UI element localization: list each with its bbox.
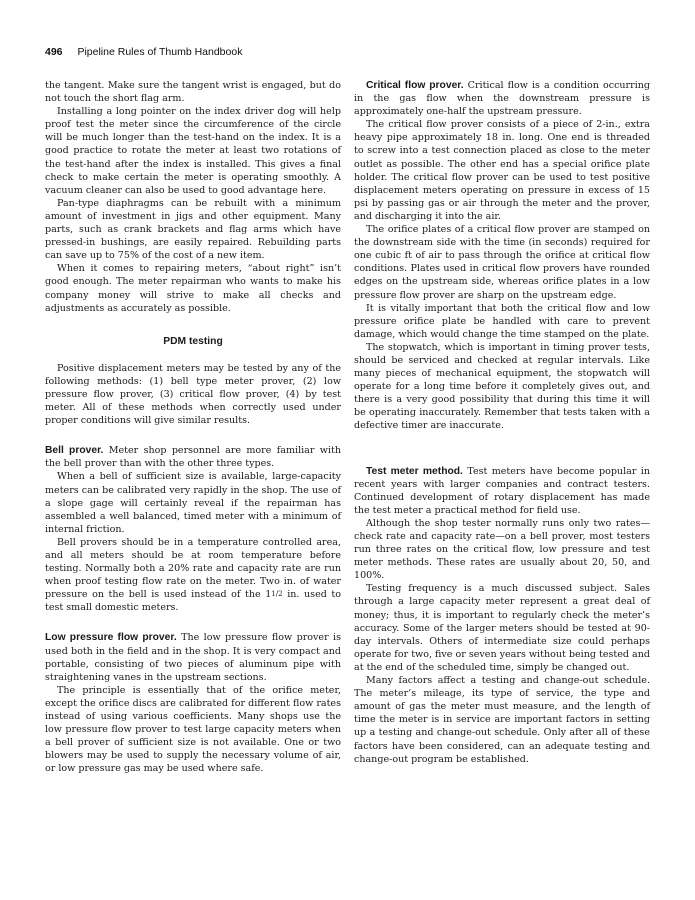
test-meter-paragraph: Test meter method. Test meters have become popular in recent years with larger companies and contract testers. Continued development of rotary displacement has made the test meter a practical method for field use. <box>354 465 650 516</box>
bell-prover-paragraph: Bell prover. Meter shop personnel are more familiar with the bell prover than with the other three types. <box>45 445 341 470</box>
paragraph: Although the shop tester normally runs only two rates—check rate and capacity rate—on a bell prover, most testers run three rates on the critical flow, low pressure and test meter methods. These rates are usually about 20, 50, and 100%. <box>354 517 650 582</box>
critical-flow-paragraph: Critical flow prover. Critical flow is a condition occurring in the gas flow when the downstream pressure is approximately one-half the upstream pressure. <box>354 80 651 118</box>
fraction-half: 1/2 <box>271 590 283 599</box>
paragraph: Testing frequency is a much discussed subject. Sales through a large capacity meter represent a great deal of money; thus, it is important to regularly check the meter’s accuracy. Some of the larger meters should be tested at 90-day intervals. Others of intermediate size could perhaps operate for two, five or seven years without being tested and at the end of the scheduled time, simply be changed out. <box>354 583 650 673</box>
paragraph: The orifice plates of a critical flow prover are stamped on the downstream side with the time (in seconds) required for one cubic ft of air to pass through the orifice at critical flow conditions. Plates used in critical flow provers have rounded edges on the upstream side, whereas orifice plates in a low pressure flow prover are sharp on the upstream edge. <box>354 224 650 301</box>
right-column <box>354 79 650 766</box>
paragraph: The principle is essentially that of the orifice meter, except the orifice discs are calibrated for different flow rates instead of using various coefficients. Many shops use the low pressure flow prover to test large capacity meters when a bell prover of sufficient size is not available. One or two blowers may be used to supply the necessary volume of air, or low pressure gas may be used where safe. <box>45 684 341 775</box>
run-in-heading-bell-prover: Bell prover. <box>45 445 104 457</box>
paragraph: Many factors affect a testing and change-out schedule. The meter’s mileage, its type of service, the type and amount of gas the meter must measure, and the length of time the meter is in service are important factors in setting up a testing and change-out schedule. Only after all of these factors have been considered, can an adequate testing and change-out program be established. <box>354 675 650 765</box>
running-title: Pipeline Rules of Thumb Handbook <box>77 46 243 58</box>
paragraph: the tangent. Make sure the tangent wrist is engaged, but do not touch the short flag arm. <box>45 80 341 105</box>
page-number: 496 <box>45 46 63 58</box>
section-heading-pdm-testing: PDM testing <box>163 335 223 347</box>
paragraph: Bell provers should be in a temperature controlled area, and all meters should be at room temperature before testing. Normally both a 20% rate and capacity rate are run when proof testing flow rate on the meter. Two in. of water pressure on the bell is used instead of the 11/2 in. used to test small domestic meters. <box>45 536 342 614</box>
paragraph: Positive displacement meters may be tested by any of the following methods: (1) bell type meter prover, (2) low pressure flow prover, (3) critical flow prover, (4) by test meter. All of these methods when correctly used under proper conditions will give similar results. <box>45 362 341 427</box>
run-in-heading-test-meter: Test meter method. <box>366 465 463 477</box>
low-pressure-paragraph: Low pressure flow prover. The low pressure flow prover is used both in the field and in the shop. It is very compact and portable, consisting of two pieces of aluminum pipe with straightening vanes in the upstream sections. <box>45 632 341 683</box>
paragraph: When a bell of sufficient size is available, large-capacity meters can be calibrated very rapidly in the shop. The use of a slope gage will certainly reveal if the repairman has assembled a well balanced, timed meter with a minimum of internal friction. <box>45 471 341 535</box>
paragraph: When it comes to repairing meters, “about right” isn’t good enough. The meter repairman who wants to make his company money will strive to make all checks and adjustments as accurately as possible. <box>45 263 341 314</box>
paragraph: The stopwatch, which is important in timing prover tests, should be serviced and checked at regular intervals. Like many pieces of mechanical equipment, the stopwatch will operate for a long time before it completely gives out, and there is a very good possibility that during this time it will be operating inaccurately. Remember that tests taken with a defective timer are inaccurate. <box>354 341 650 432</box>
running-header <box>45 46 242 58</box>
run-in-heading-critical-flow: Critical flow prover. <box>366 80 464 91</box>
paragraph: Pan-type diaphragms can be rebuilt with a minimum amount of investment in jigs and other equipment. Many parts, such as crank brackets and flag arms which have pressed-in bushings, are easily repaired. Rebuilding parts can save up to 75% of the cost of a new item. <box>45 197 341 262</box>
left-column <box>45 79 341 776</box>
run-in-heading-low-pressure: Low pressure flow prover. <box>45 632 177 644</box>
paragraph: The critical flow prover consists of a piece of 2-in., extra heavy pipe approximately 18 in. long. One end is threaded to screw into a test connection placed as close to the meter outlet as possible. The other end has a special orifice plate holder. The critical flow prover can be used to test positive displacement meters operating on pressure in excess of 15 psi by passing gas or air through the meter and the prover, and discharging it into the air. <box>354 119 650 222</box>
paragraph: It is vitally important that both the critical flow and low pressure orifice plate be handled with care to prevent damage, which would change the time stamped on the plate. <box>354 302 650 340</box>
paragraph: Installing a long pointer on the index driver dog will help proof test the meter since the circumference of the circle will be much longer than the test-hand on the index. It is a good practice to rotate the meter at least two rotations of the test-hand after the index is installed. This gives a final check to make certain the meter is operating smoothly. A vacuum cleaner can also be used to good advantage here. <box>45 106 341 196</box>
